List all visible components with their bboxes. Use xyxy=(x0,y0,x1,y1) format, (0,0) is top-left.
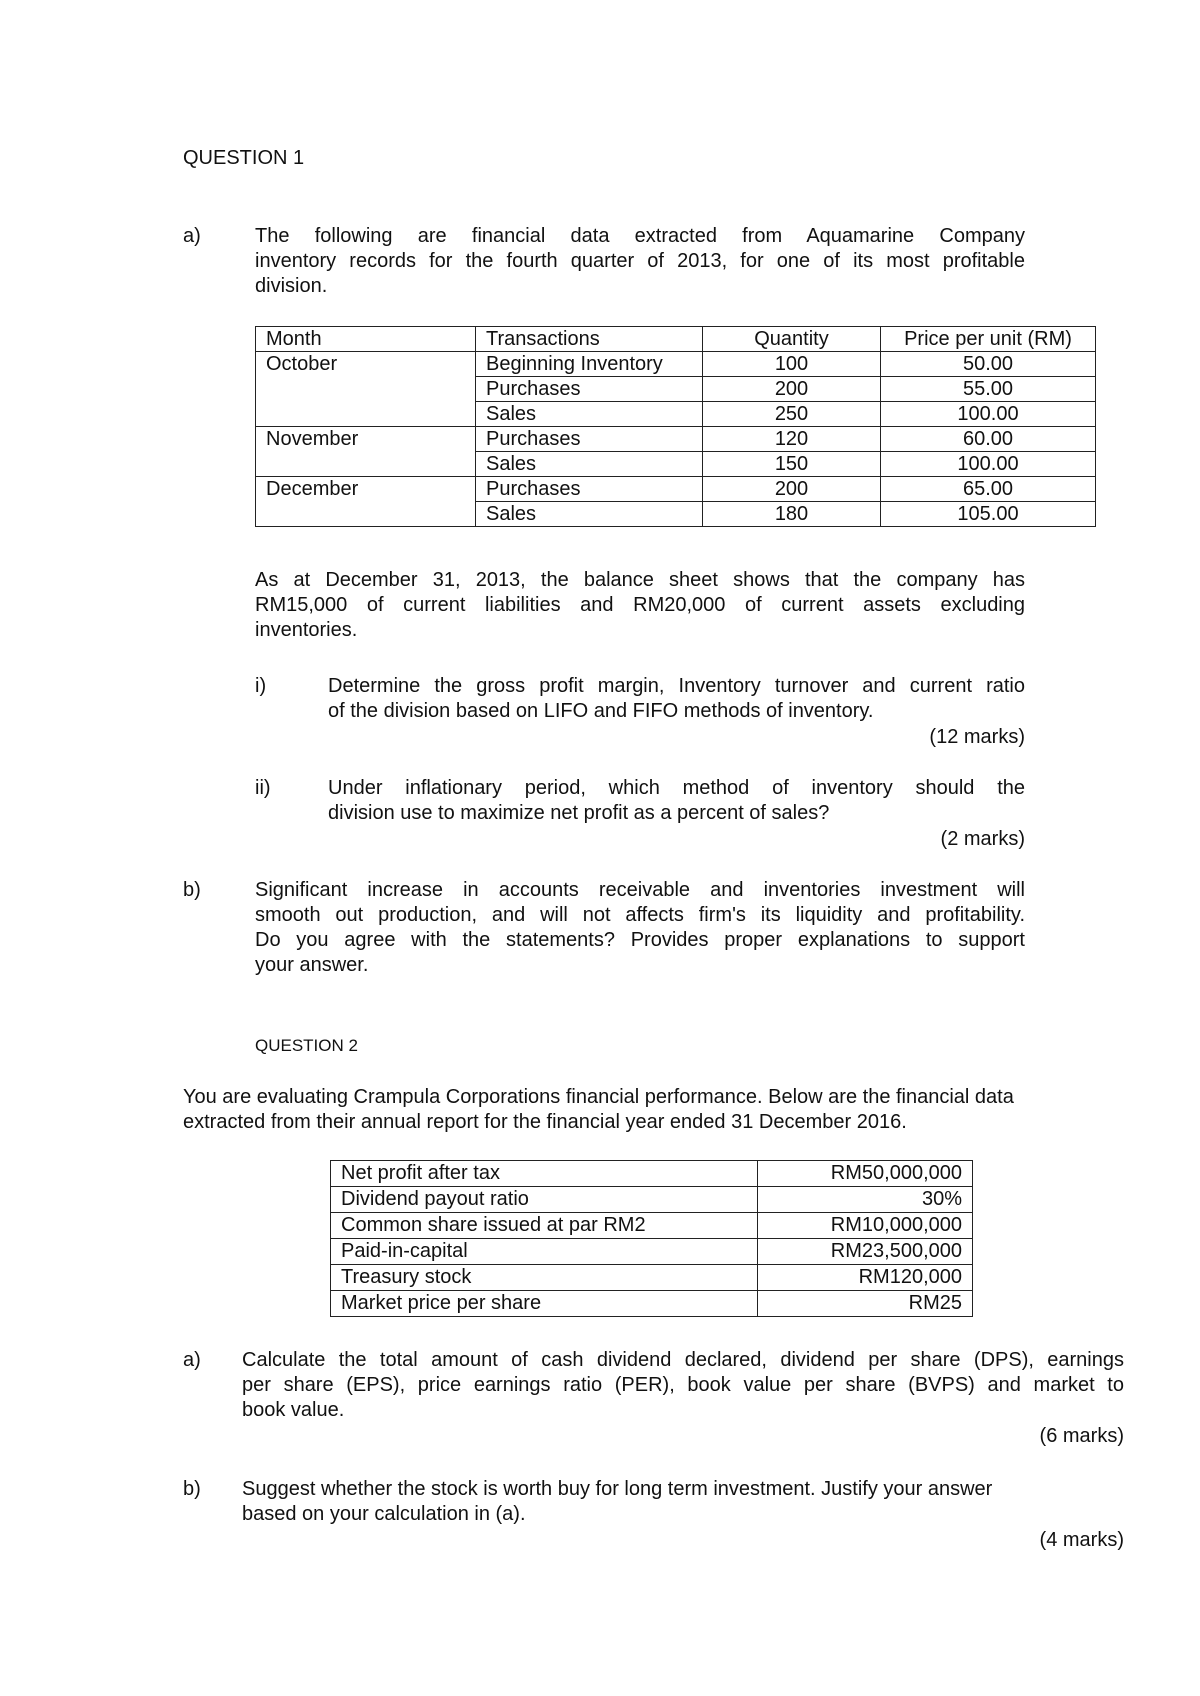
b-line: Significant increase in accounts receivable and inventories investment will xyxy=(255,879,1025,901)
price-cell: 100.00 xyxy=(881,402,1096,427)
price-cell: 100.00 xyxy=(881,452,1096,477)
q2-b-label: b) xyxy=(183,1478,201,1500)
balance-sheet-text xyxy=(255,568,1025,643)
q2-b-marks: (4 marks) xyxy=(1039,1529,1124,1551)
q2-a-line: book value. xyxy=(242,1399,345,1421)
month-cell-empty xyxy=(256,402,476,427)
b-line: your answer. xyxy=(255,954,369,976)
i-line: of the division based on LIFO and FIFO methods of inventory. xyxy=(328,700,874,722)
quantity-cell: 250 xyxy=(703,402,881,427)
label-cell: Treasury stock xyxy=(331,1265,758,1291)
month-cell: October xyxy=(256,352,476,377)
q1-ii-text xyxy=(328,776,1025,852)
table-row xyxy=(256,427,1096,452)
transaction-cell: Sales xyxy=(476,402,703,427)
ii-line: Under inflationary period, which method of inventory should the xyxy=(328,777,1025,799)
value-cell: 30% xyxy=(758,1187,973,1213)
q2-intro xyxy=(183,1085,1113,1135)
intro-line: extracted from their annual report for the financial year ended 31 December 2016. xyxy=(183,1111,907,1133)
table-row xyxy=(331,1265,973,1291)
q1-a-text xyxy=(255,224,1025,299)
table-row xyxy=(331,1239,973,1265)
quantity-cell: 100 xyxy=(703,352,881,377)
inventory-table xyxy=(255,326,1096,527)
value-cell: RM10,000,000 xyxy=(758,1213,973,1239)
ii-marks: (2 marks) xyxy=(940,828,1025,850)
intro-line: You are evaluating Crampula Corporations financial performance. Below are the financial data xyxy=(183,1086,1014,1108)
q1-a-label: a) xyxy=(183,225,201,247)
label-cell: Market price per share xyxy=(331,1291,758,1317)
q2-a-marks: (6 marks) xyxy=(1039,1425,1124,1447)
label-cell: Paid-in-capital xyxy=(331,1239,758,1265)
price-cell: 65.00 xyxy=(881,477,1096,502)
month-cell-empty xyxy=(256,452,476,477)
bs-line: inventories. xyxy=(255,619,358,641)
header-month: Month xyxy=(256,327,476,352)
header-price: Price per unit (RM) xyxy=(881,327,1096,352)
value-cell: RM50,000,000 xyxy=(758,1161,973,1187)
transaction-cell: Purchases xyxy=(476,477,703,502)
table-header-row xyxy=(256,327,1096,352)
price-cell: 50.00 xyxy=(881,352,1096,377)
transaction-cell: Sales xyxy=(476,452,703,477)
price-cell: 60.00 xyxy=(881,427,1096,452)
transaction-cell: Purchases xyxy=(476,377,703,402)
price-cell: 55.00 xyxy=(881,377,1096,402)
month-cell-empty xyxy=(256,502,476,527)
month-cell: December xyxy=(256,477,476,502)
label-cell: Dividend payout ratio xyxy=(331,1187,758,1213)
table-row xyxy=(331,1187,973,1213)
transaction-cell: Sales xyxy=(476,502,703,527)
month-cell: November xyxy=(256,427,476,452)
header-quantity: Quantity xyxy=(703,327,881,352)
ii-line: division use to maximize net profit as a percent of sales? xyxy=(328,802,830,824)
quantity-cell: 150 xyxy=(703,452,881,477)
table-row xyxy=(331,1161,973,1187)
q2-a-text xyxy=(242,1348,1124,1449)
value-cell: RM25 xyxy=(758,1291,973,1317)
q1-a-line: The following are financial data extracted from Aquamarine Company xyxy=(255,225,1025,247)
q1-i-label: i) xyxy=(255,675,267,697)
table-row xyxy=(256,352,1096,377)
table-row xyxy=(256,452,1096,477)
question-1-heading: QUESTION 1 xyxy=(183,147,305,169)
value-cell: RM120,000 xyxy=(758,1265,973,1291)
q2-b-text xyxy=(242,1477,1124,1553)
q2-a-line: per share (EPS), price earnings ratio (PER), book value per share (BVPS) and market to xyxy=(242,1374,1124,1396)
transaction-cell: Beginning Inventory xyxy=(476,352,703,377)
bs-line: As at December 31, 2013, the balance sheet shows that the company has xyxy=(255,569,1025,591)
quantity-cell: 180 xyxy=(703,502,881,527)
b-line: Do you agree with the statements? Provides proper explanations to support xyxy=(255,929,1025,951)
table-row xyxy=(256,502,1096,527)
table-row xyxy=(256,402,1096,427)
table-row xyxy=(256,377,1096,402)
q1-ii-label: ii) xyxy=(255,777,271,799)
q2-b-line: Suggest whether the stock is worth buy for long term investment. Justify your answer xyxy=(242,1478,993,1500)
table-row xyxy=(331,1213,973,1239)
q1-i-text xyxy=(328,674,1025,750)
header-transactions: Transactions xyxy=(476,327,703,352)
financial-data-table xyxy=(330,1160,973,1317)
q2-b-line: based on your calculation in (a). xyxy=(242,1503,526,1525)
i-line: Determine the gross profit margin, Inventory turnover and current ratio xyxy=(328,675,1025,697)
value-cell: RM23,500,000 xyxy=(758,1239,973,1265)
bs-line: RM15,000 of current liabilities and RM20,000 of current assets excluding xyxy=(255,594,1025,616)
quantity-cell: 200 xyxy=(703,477,881,502)
label-cell: Net profit after tax xyxy=(331,1161,758,1187)
quantity-cell: 200 xyxy=(703,377,881,402)
b-line: smooth out production, and will not affects firm's its liquidity and profitability. xyxy=(255,904,1025,926)
label-cell: Common share issued at par RM2 xyxy=(331,1213,758,1239)
quantity-cell: 120 xyxy=(703,427,881,452)
q1-b-label: b) xyxy=(183,879,201,901)
transaction-cell: Purchases xyxy=(476,427,703,452)
month-cell-empty xyxy=(256,377,476,402)
q2-a-label: a) xyxy=(183,1349,201,1371)
q2-a-line: Calculate the total amount of cash dividend declared, dividend per share (DPS), earnings xyxy=(242,1349,1124,1371)
table-row xyxy=(256,477,1096,502)
i-marks: (12 marks) xyxy=(929,726,1025,748)
q1-a-line: inventory records for the fourth quarter of 2013, for one of its most profitable xyxy=(255,250,1025,272)
table-row xyxy=(331,1291,973,1317)
price-cell: 105.00 xyxy=(881,502,1096,527)
q1-a-line: division. xyxy=(255,275,328,297)
q1-b-text xyxy=(255,878,1025,978)
question-2-heading: QUESTION 2 xyxy=(255,1036,358,1055)
